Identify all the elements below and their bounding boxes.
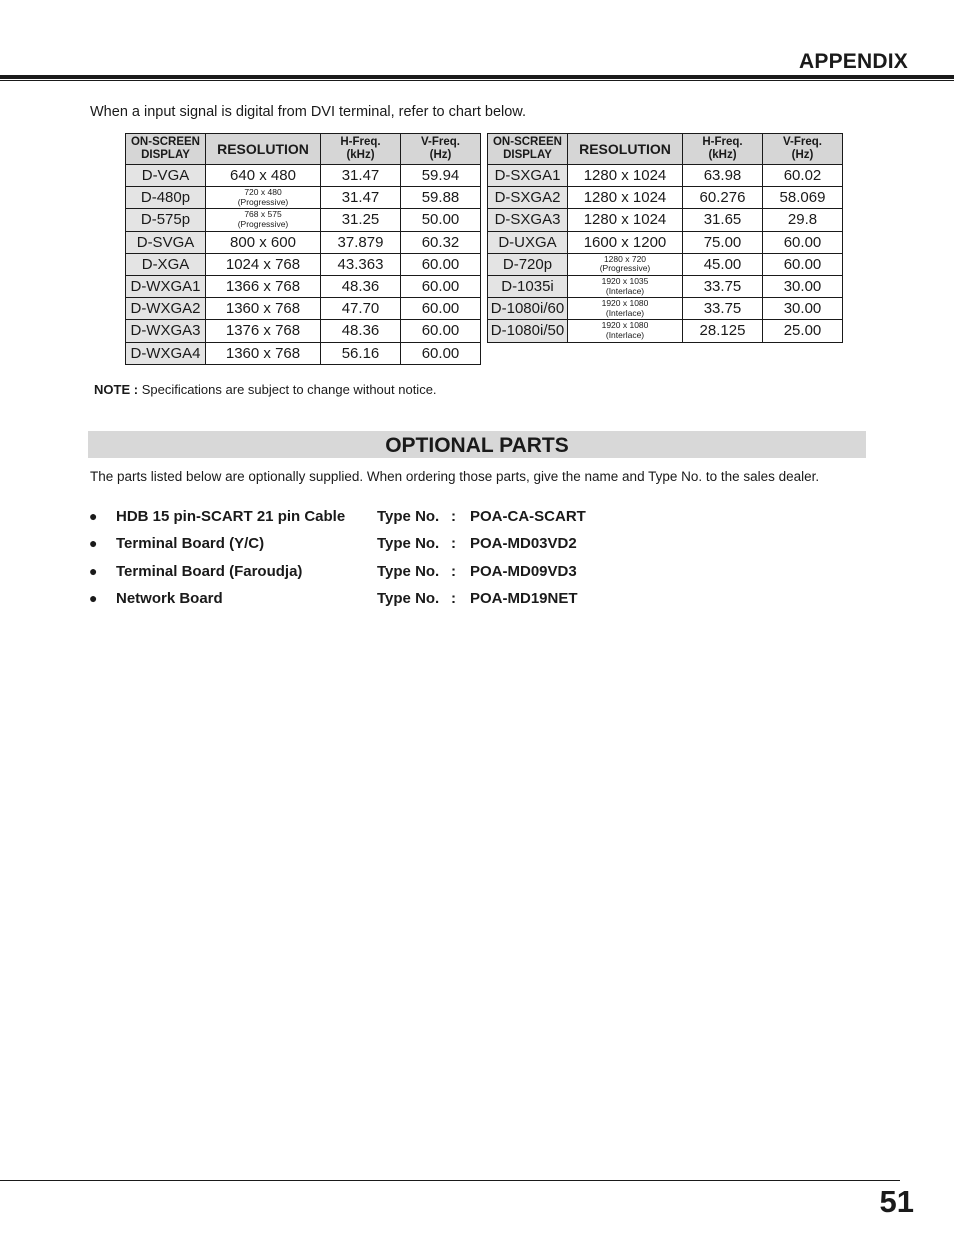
cell-on-screen-display: D-SXGA3 — [488, 209, 568, 231]
cell-resolution: 640 x 480 — [206, 165, 321, 187]
cell-resolution: 1280 x 1024 — [568, 209, 683, 231]
cell-resolution — [568, 320, 683, 342]
cell-on-screen-display: D-UXGA — [488, 231, 568, 253]
bullet-icon: ● — [89, 562, 98, 579]
cell-on-screen-display: D-480p — [126, 187, 206, 209]
cell-resolution: 1280 x 1024 — [568, 187, 683, 209]
resolution-scan-type: (Interlace) — [605, 329, 645, 340]
cell-resolution: 1366 x 768 — [206, 275, 321, 297]
table-row — [488, 187, 843, 209]
header-v-freq: V-Freq. (Hz) — [401, 134, 481, 165]
note-text: Specifications are subject to change without notice. — [141, 382, 437, 397]
cell-h-freq: 33.75 — [683, 275, 763, 297]
cell-h-freq: 37.879 — [321, 231, 401, 253]
cell-resolution: 1600 x 1200 — [568, 231, 683, 253]
resolution-scan-type: (Progressive) — [599, 263, 651, 274]
note — [94, 382, 437, 397]
cell-on-screen-display: D-575p — [126, 209, 206, 231]
cell-v-freq: 60.00 — [401, 342, 481, 364]
bullet-icon: ● — [89, 535, 98, 552]
resolution-scan-type: (Interlace) — [605, 307, 645, 318]
table-row — [126, 275, 481, 297]
resolution-scan-type: (Interlace) — [605, 285, 645, 296]
cell-v-freq: 60.00 — [401, 320, 481, 342]
cell-v-freq: 30.00 — [763, 275, 843, 297]
cell-on-screen-display: D-WXGA2 — [126, 298, 206, 320]
cell-v-freq: 29.8 — [763, 209, 843, 231]
cell-on-screen-display: D-WXGA4 — [126, 342, 206, 364]
part-name: Network Board — [116, 589, 223, 607]
cell-resolution — [568, 298, 683, 320]
table-row — [126, 298, 481, 320]
intro-text: When a input signal is digital from DVI terminal, refer to chart below. — [90, 104, 526, 120]
cell-resolution — [568, 253, 683, 275]
cell-v-freq: 30.00 — [763, 298, 843, 320]
cell-v-freq: 60.00 — [763, 231, 843, 253]
bullet-icon: ● — [89, 589, 98, 606]
cell-v-freq: 60.00 — [763, 253, 843, 275]
table-row — [488, 298, 843, 320]
cell-h-freq: 75.00 — [683, 231, 763, 253]
header-rule — [0, 75, 954, 81]
cell-v-freq: 60.00 — [401, 253, 481, 275]
header-on-screen-display: ON-SCREEN DISPLAY — [126, 134, 206, 165]
resolution-scan-type: (Progressive) — [237, 196, 289, 207]
cell-v-freq: 50.00 — [401, 209, 481, 231]
cell-v-freq: 60.02 — [763, 165, 843, 187]
table-row — [488, 253, 843, 275]
table-row — [126, 165, 481, 187]
table-row — [126, 253, 481, 275]
cell-on-screen-display: D-720p — [488, 253, 568, 275]
cell-resolution: 1360 x 768 — [206, 342, 321, 364]
signal-table-right — [487, 133, 843, 343]
section-header-title: APPENDIX — [799, 50, 908, 73]
footer-rule — [0, 1180, 900, 1181]
part-name: Terminal Board (Faroudja) — [116, 562, 303, 580]
cell-on-screen-display: D-XGA — [126, 253, 206, 275]
cell-h-freq: 31.47 — [321, 187, 401, 209]
type-no-colon: : — [451, 562, 456, 580]
cell-v-freq: 60.00 — [401, 298, 481, 320]
cell-h-freq: 48.36 — [321, 320, 401, 342]
cell-h-freq: 31.47 — [321, 165, 401, 187]
cell-v-freq: 58.069 — [763, 187, 843, 209]
cell-on-screen-display: D-SXGA1 — [488, 165, 568, 187]
type-no-value: POA-MD03VD2 — [470, 535, 577, 553]
table-row — [488, 231, 843, 253]
cell-resolution: 800 x 600 — [206, 231, 321, 253]
cell-h-freq: 31.25 — [321, 209, 401, 231]
cell-h-freq: 45.00 — [683, 253, 763, 275]
resolution-value: 1920 x 1080 — [601, 298, 649, 309]
section-title: OPTIONAL PARTS — [385, 434, 569, 457]
header-on-screen-display: ON-SCREEN DISPLAY — [488, 134, 568, 165]
cell-v-freq: 60.00 — [401, 275, 481, 297]
type-no-value: POA-CA-SCART — [470, 508, 586, 525]
cell-h-freq: 60.276 — [683, 187, 763, 209]
table-row — [488, 165, 843, 187]
page-number: 51 — [879, 1184, 914, 1219]
cell-on-screen-display: D-SXGA2 — [488, 187, 568, 209]
cell-resolution: 1360 x 768 — [206, 298, 321, 320]
table-row — [126, 231, 481, 253]
cell-resolution — [206, 187, 321, 209]
table-row — [126, 209, 481, 231]
table-row — [488, 320, 843, 342]
signal-table-left — [125, 133, 481, 365]
cell-h-freq: 63.98 — [683, 165, 763, 187]
resolution-value: 1920 x 1035 — [601, 276, 649, 287]
cell-h-freq: 47.70 — [321, 298, 401, 320]
header-h-freq: H-Freq. (kHz) — [683, 134, 763, 165]
type-no-label: Type No. — [377, 535, 440, 553]
cell-v-freq: 60.32 — [401, 231, 481, 253]
parts-intro-text: The parts listed below are optionally supplied. When ordering those parts, give the name and Type No. to the sales dealer. — [90, 469, 820, 484]
type-no-label: Type No. — [377, 589, 440, 607]
resolution-scan-type: (Progressive) — [237, 218, 289, 229]
type-no-label: Type No. — [377, 562, 440, 580]
cell-on-screen-display: D-SVGA — [126, 231, 206, 253]
type-no-colon: : — [451, 589, 456, 607]
cell-resolution: 1376 x 768 — [206, 320, 321, 342]
type-no-label: Type No. — [377, 508, 440, 525]
cell-on-screen-display: D-VGA — [126, 165, 206, 187]
cell-on-screen-display: D-1080i/50 — [488, 320, 568, 342]
resolution-value: 1280 x 720 — [603, 253, 647, 264]
cell-resolution: 1024 x 768 — [206, 253, 321, 275]
cell-on-screen-display: D-1035i — [488, 275, 568, 297]
bullet-icon: ● — [89, 508, 98, 524]
type-no-value: POA-MD19NET — [470, 589, 578, 607]
table-row — [126, 187, 481, 209]
cell-on-screen-display: D-WXGA1 — [126, 275, 206, 297]
cell-resolution — [206, 209, 321, 231]
header-resolution: RESOLUTION — [568, 134, 683, 165]
header-resolution: RESOLUTION — [206, 134, 321, 165]
cell-v-freq: 25.00 — [763, 320, 843, 342]
cell-h-freq: 56.16 — [321, 342, 401, 364]
note-label: NOTE : — [94, 382, 139, 397]
table-row — [126, 342, 481, 364]
cell-v-freq: 59.94 — [401, 165, 481, 187]
cell-v-freq: 59.88 — [401, 187, 481, 209]
table-row — [488, 209, 843, 231]
resolution-value: 768 x 575 — [244, 209, 282, 220]
table-row — [488, 275, 843, 297]
resolution-value: 720 x 480 — [244, 187, 282, 198]
cell-resolution — [568, 275, 683, 297]
optional-parts-bar — [88, 431, 866, 458]
type-no-value: POA-MD09VD3 — [470, 562, 577, 580]
part-name: HDB 15 pin-SCART 21 pin Cable — [116, 508, 346, 525]
resolution-value: 1920 x 1080 — [601, 320, 649, 331]
cell-h-freq: 28.125 — [683, 320, 763, 342]
part-name: Terminal Board (Y/C) — [116, 535, 265, 553]
cell-on-screen-display: D-1080i/60 — [488, 298, 568, 320]
type-no-colon: : — [451, 535, 456, 553]
header-v-freq: V-Freq. (Hz) — [763, 134, 843, 165]
table-row — [126, 320, 481, 342]
cell-h-freq: 31.65 — [683, 209, 763, 231]
cell-on-screen-display: D-WXGA3 — [126, 320, 206, 342]
type-no-colon: : — [451, 508, 456, 525]
cell-resolution: 1280 x 1024 — [568, 165, 683, 187]
header-h-freq: H-Freq. (kHz) — [321, 134, 401, 165]
cell-h-freq: 33.75 — [683, 298, 763, 320]
cell-h-freq: 48.36 — [321, 275, 401, 297]
cell-h-freq: 43.363 — [321, 253, 401, 275]
